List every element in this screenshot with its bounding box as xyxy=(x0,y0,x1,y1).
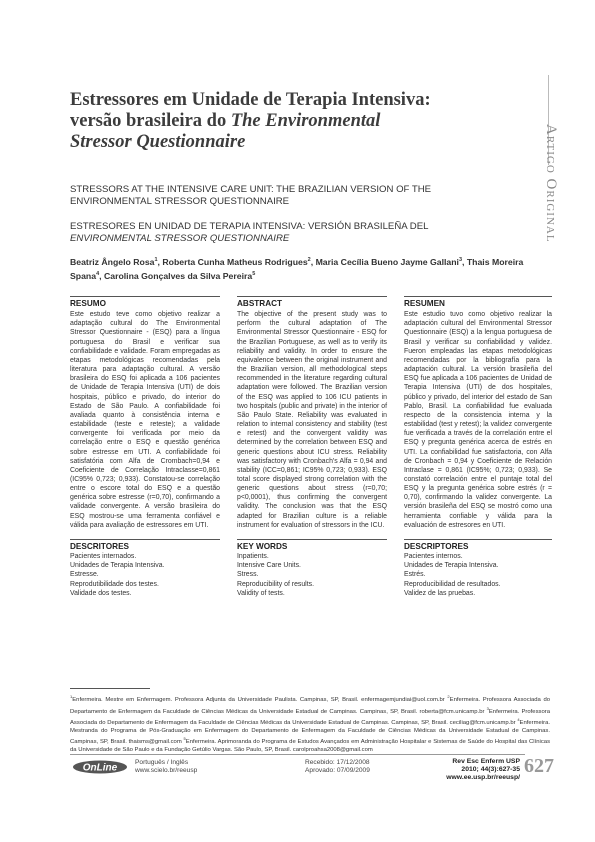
descritores-list xyxy=(70,552,220,598)
title-line-2-prefix: versão brasileira do xyxy=(70,111,231,131)
keyword: Reproducibility of results. xyxy=(237,580,314,588)
keyword: Estrés. xyxy=(404,571,426,579)
keyword: Reprodutibilidade dos testes. xyxy=(70,580,159,588)
author-affiliations-footnote xyxy=(70,693,550,754)
author-name: Roberta Cunha Matheus Rodrigues xyxy=(162,256,308,267)
footnote-marker: 1 xyxy=(70,694,73,699)
author-affiliation-marker: 4 xyxy=(96,270,100,277)
footnote-text: Enfermeira. Aprimoranda do Programa de Estudos Avançados em Administração Hospitalar e Sistemas de Saúde do Hospital das Clínicas da Universidade de São Paulo e da Fundação Getúlio Vargas. São Paulo, SP, Brasil. carolproahsa2008@gmail.com xyxy=(70,739,551,753)
journal-volume: 2010; 44(3):627-35 xyxy=(461,766,520,774)
author-separator: , xyxy=(157,256,163,267)
footnote-marker: 4 xyxy=(517,717,520,723)
subtitle-spanish xyxy=(70,221,530,244)
keyword: Unidades de Terapia Intensiva. xyxy=(70,562,165,570)
author-name: Maria Cecília Bueno Jayme Gallani xyxy=(315,256,459,267)
section-label: Artigo Original xyxy=(543,124,559,243)
author-separator: , xyxy=(310,256,316,267)
online-logo xyxy=(72,760,128,774)
languages: Português / Inglês xyxy=(135,759,189,766)
keyword: Pacientes internos. xyxy=(404,553,463,561)
footnote-marker: 2 xyxy=(447,694,450,699)
keyword: Stress. xyxy=(237,571,259,579)
online-logo-icon xyxy=(72,760,128,774)
online-logo-text: OnLine xyxy=(82,762,118,774)
resumo-heading: RESUMO xyxy=(70,296,220,308)
author-name: Beatriz Ângelo Rosa xyxy=(70,256,155,267)
received-date: Recebido: 17/12/2008 xyxy=(305,759,370,766)
title-line-2-italic: The Environmental xyxy=(230,111,381,131)
title-line-3: Stressor Questionnaire xyxy=(70,132,246,152)
author-affiliation-marker: 1 xyxy=(154,257,158,263)
journal-name: Rev Esc Enferm USP xyxy=(452,758,520,765)
subtitle-spanish-line-1: ESTRESORES EN UNIDAD DE TERAPIA INTENSIVA: VERSIÓN BRASILEÑA DEL xyxy=(70,221,429,232)
author-separator: , xyxy=(462,256,467,267)
subtitle-english xyxy=(70,184,530,207)
footnote-marker: 5 xyxy=(183,736,186,742)
subtitle-english-line-1: STRESSORS AT THE INTENSIVE CARE UNIT: THE BRAZILIAN VERSION OF THE xyxy=(70,184,432,195)
keyword: Validade dos testes. xyxy=(70,589,132,597)
keyword: Pacientes internados. xyxy=(70,553,137,561)
journal-citation xyxy=(380,758,520,783)
keyword: Unidades de Terapia Intensiva. xyxy=(404,562,499,570)
author-name: Thais Moreira Spana xyxy=(70,256,524,281)
resumo-body: Este estudo teve como objetivo realizar a adaptação cultural do The Environmental Stressor Questionnaire - (ESQ) para a língua portuguesa do Brasil e verificar sua confiabilidade e validade. Foram empregadas as etapas metodológicas recomendadas pela literatura para adaptação cultural. A versão brasileira do ESQ foi aplicada a 106 pacientes de Unidade de Terapia Intensiva (UTI) de dois hospitais, público e privado, do interior do Estado de São Paulo. A confiabilidade foi avaliada quanto à consistência interna e estabilidade (teste e reteste); a validade convergente foi verificada por meio da correlação entre o ESQ e questão genérica sobre estresse em UTI. A confiabilidade foi satisfatória com Alfa de Crombach=0,94 e Coeficiente de Correlação Intraclasse=0,861 (IC95% 0,723; 0,933). Constatou-se correlação entre o escore total do ESQ e a questão genérica sobre estresse (r=0,70), confirmando a validade convergente. A versão brasileira do ESQ mostrou-se uma ferramenta confiável e válida para avaliação de estressores em UTI. xyxy=(70,311,220,529)
descriptores-heading: DESCRIPTORES xyxy=(404,539,552,551)
footnote-text: Enfermeira. Professora Associada do Departamento de Enfermagem da Faculdade de Ciências Médicas da Universidade Estadual de Campinas. Campinas, SP, Brasil. roberta@fcm.unicamp.br xyxy=(70,696,550,715)
author-affiliation-marker: 3 xyxy=(458,257,463,263)
abstract-body: The objective of the present study was to perform the cultural adaptation of The Environmental Stressor Questionnaire - ESQ for the Brazilian Portuguese, as well as to verify its reliability and validity. In order to ensure the equivalence between the original instrument and the Brazilian version, all methodological steps recommended in the literature regarding cultural adaptation were followed. The Brazilian version of the ESQ was applied to 106 ICU patients in two hospitals (public and private) in the interior of São Paulo State. Reliability was evaluated in relation to internal consistency and stability (test e retest) and the convergent validity was determined by the correlation between ESQ and generic questions about ICU stress. Reliability was satisfactory with Cronbach's Alfa = 0,94 and stability (ICC=0,861; IC95% 0,723; 0,933). ESQ total score displayed strong correlation with the generic questions about stress (r=0,70; p<0,0001), thus confirming the convergent validity. The conclusion was that the ESQ adapted for Brazilian culture is a reliable instrument for evaluation of stressors in the ICU. xyxy=(237,311,387,529)
submission-dates xyxy=(305,759,370,775)
keyword: Intensive Care Units. xyxy=(237,562,301,570)
keyword: Inpatients. xyxy=(237,553,269,561)
title-line-2 xyxy=(70,111,510,132)
author-affiliation-marker: 5 xyxy=(252,270,256,277)
title-line-1: Estressores em Unidade de Terapia Intensiva: xyxy=(70,90,431,110)
descriptores-list xyxy=(404,552,552,598)
keyword: Validez de las pruebas. xyxy=(404,589,476,597)
keyword: Validity of tests. xyxy=(237,589,285,597)
author-affiliation-marker: 2 xyxy=(307,257,311,263)
key-words-list xyxy=(237,552,387,598)
footer-rule xyxy=(70,754,525,755)
scielo-link[interactable]: www.scielo.br/reeusp xyxy=(135,767,198,774)
author-name: Carolina Gonçalves da Silva Pereira xyxy=(103,270,253,281)
column-resumen xyxy=(404,296,552,598)
subtitle-spanish-line-2: ENVIRONMENTAL STRESSOR QUESTIONNAIRE xyxy=(70,232,290,244)
key-words-heading: KEY WORDS xyxy=(237,539,387,551)
approved-date: Aprovado: 07/09/2009 xyxy=(305,767,370,774)
descritores-heading: DESCRITORES xyxy=(70,539,220,551)
footnote-text: Enfermeira. Mestre em Enfermagem. Professora Adjunta da Universidade Paulista. Campinas, SP, Brasil. enfermagemjundiai@uol.com.br xyxy=(72,696,448,703)
page-number: 627 xyxy=(524,755,554,777)
footnote-rule xyxy=(70,688,150,689)
abstract-heading: ABSTRACT xyxy=(237,296,387,308)
resumen-heading: RESUMEN xyxy=(404,296,552,308)
footnote-marker: 3 xyxy=(486,705,489,711)
journal-url[interactable]: www.ee.usp.br/reeusp/ xyxy=(446,774,520,782)
subtitle-english-line-2: ENVIRONMENTAL STRESSOR QUESTIONNAIRE xyxy=(70,195,290,207)
resumen-body: Este estudio tuvo como objetivo realizar la adaptación cultural del Environmental Stressor Questionnaire (ESQ) a la lengua portuguesa de Brasil y verificar su confiabilidad y validez. Fueron empleadas las etapas metodológicas recomendadas por la bibliografía para la adaptación cultural. La versión brasileña del ESQ fue aplicada a 106 pacientes de Unidad de Terapia Intensiva (UTI) de dos hospitales, público y privado, del interior del estado de San Pablo, Brasil. La confiabilidad fue evaluada respecto de la consistencia interna y la estabilidad (test y retest); la validez convergente fue verificada a través de la correlación entre el ESQ y pregunta genérica acerca de estrés en UTI. La confiabilidad fue satisfactoria, con Alfa de Cronbach = 0,94 y Coeficiente de Relación Intraclase = 0,861 (IC95%; 0,723; 0,933). Se constató correlación entre el puntaje total del ESQ y la pregunta genérica sobre estrés (r = 0,70), confirmando la validez convergente. La versión brasileña del ESQ se mostró como una herramienta confiable y válida para la evaluación de estresores en UTI. xyxy=(404,311,552,529)
author-separator: , xyxy=(99,270,104,281)
keyword: Estresse. xyxy=(70,571,99,579)
column-resumo xyxy=(70,296,220,598)
language-info xyxy=(135,759,197,775)
footnote-text: Enfermeira. Professora Associada do Departamento de Enfermagem da Faculdade de Ciências Médicas da Universidade Estadual de Campinas. Campinas, SP, Brasil. ceciliag@fcm.unicamp.br xyxy=(70,708,550,727)
author-list xyxy=(70,254,550,282)
article-title xyxy=(70,90,510,153)
footnote-text: Enfermeira. Mestranda do Programa de Pós-Graduação em Enfermagem do Departamento de Enfermagem da Faculdade de Ciências Médicas da Universidade Estadual de Campinas. Campinas, SP, Brasil. thaisms@gmail.com xyxy=(70,720,550,746)
keyword: Reproducibilidad de resultados. xyxy=(404,580,501,588)
column-abstract xyxy=(237,296,387,598)
